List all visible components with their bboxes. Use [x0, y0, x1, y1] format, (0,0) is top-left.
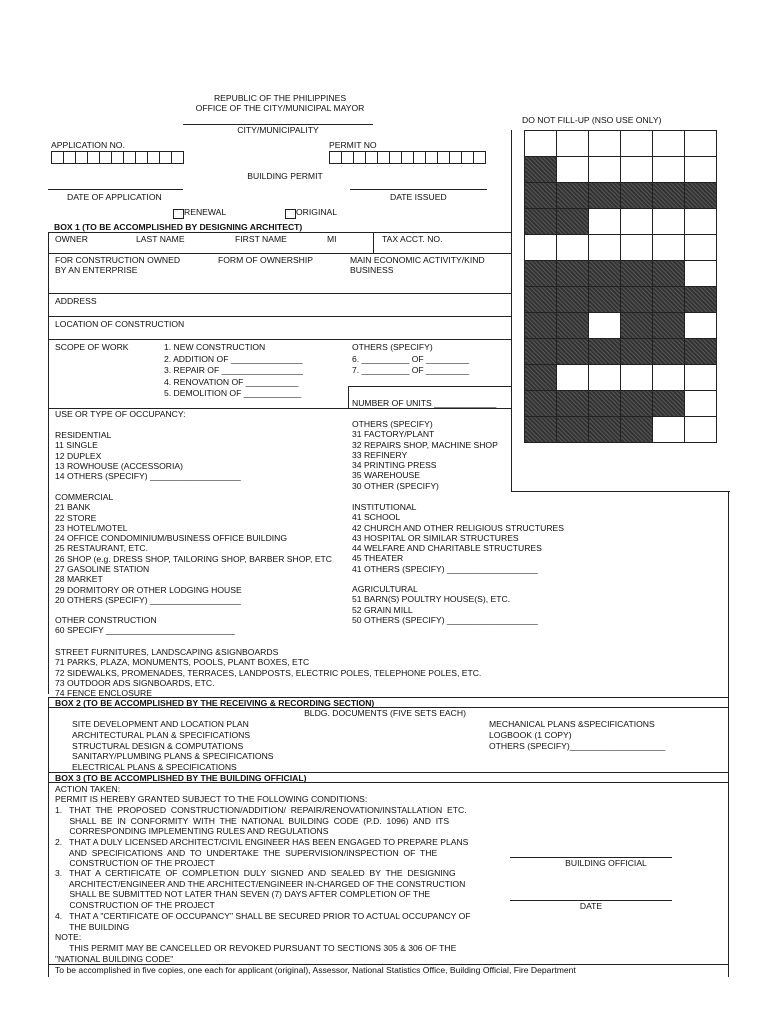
nso-cell-shaded — [589, 417, 621, 443]
nso-cell-shaded — [589, 339, 621, 365]
other-construction-list — [55, 615, 235, 636]
address-label: ADDRESS — [55, 296, 97, 306]
nso-cell — [653, 131, 685, 157]
number-of-units-label: NUMBER OF UNITS _____________ — [352, 398, 497, 408]
docs-heading: BLDG. DOCUMENTS (FIVE SETS EACH) — [304, 708, 466, 718]
doc-item: ELECTRICAL PLANS & SPECIFICATIONS — [72, 762, 237, 773]
scope-item: 3. REPAIR OF _________________ — [164, 365, 303, 375]
nso-cell-shaded — [653, 313, 685, 339]
institutional-heading: INSTITUTIONAL — [352, 502, 417, 512]
occupancy-item: 22 STORE — [55, 512, 97, 523]
occupancy-item: 41 SCHOOL — [352, 512, 401, 523]
country-title: REPUBLIC OF THE PHILIPPINES — [213, 93, 347, 103]
action-taken-label: ACTION TAKEN: — [55, 784, 121, 794]
occupancy-item: 52 GRAIN MILL — [352, 604, 413, 615]
date-issued-line — [350, 189, 487, 190]
residential-list — [55, 430, 241, 481]
box3-heading: BOX 3 (TO BE ACCOMPLISHED BY THE BUILDING OFFICIAL) — [55, 773, 307, 783]
tax-divider — [373, 232, 374, 254]
other-construction-heading: OTHER CONSTRUCTION — [55, 615, 157, 625]
nso-cell — [589, 209, 621, 235]
occupancy-item: 74 FENCE ENCLOSURE — [55, 688, 152, 699]
nso-cell — [621, 235, 653, 261]
occupancy-item: 43 HOSPITAL OR SIMILAR STRUCTURES — [352, 532, 519, 543]
occupancy-item: 13 ROWHOUSE (ACCESSORIA) — [55, 460, 183, 471]
units-divider — [511, 386, 512, 408]
nso-grid-row — [525, 235, 717, 261]
occupancy-item: 45 THEATER — [352, 553, 404, 564]
nso-cell-shaded — [621, 339, 653, 365]
nso-cell — [589, 157, 621, 183]
for-construction-label-2: BY AN ENTERPRISE — [55, 265, 138, 275]
occupancy-item: 14 OTHERS (SPECIFY) ___________________ — [55, 471, 241, 482]
condition-2: 2. THAT A DULY LICENSED ARCHITECT/CIVIL ENGINEER HAS BEEN ENGAGED TO PREPARE PLANS AND SPECIFICATIONS AND TO UNDERTAKE THE SUPERVISION/INSPECTION OF THE CONSTRUCTION OF THE PROJECT — [55, 837, 469, 869]
nso-cell — [557, 157, 589, 183]
first-name-label: FIRST NAME — [235, 234, 287, 244]
footer-note: To be accomplished in five copies, one each for applicant (original), Assessor, National Statistics Office, Building Official, Fire Department — [55, 965, 576, 975]
doc-item: SANITARY/PLUMBING PLANS & SPECIFICATIONS — [72, 751, 274, 762]
scope-item: 4. RENOVATION OF ___________ — [164, 376, 299, 387]
docs-left-list — [72, 719, 274, 773]
nso-cell-shaded — [653, 261, 685, 287]
nso-cell-shaded — [685, 287, 717, 313]
form-title: BUILDING PERMIT — [247, 171, 323, 181]
occupancy-item: 50 OTHERS (SPECIFY) ___________________ — [352, 614, 538, 625]
form-left-border — [48, 232, 49, 694]
nso-cell — [621, 365, 653, 391]
scope-list — [164, 342, 303, 400]
main-activity-label-1: MAIN ECONOMIC ACTIVITY/KIND — [350, 255, 485, 265]
nso-cell-shaded — [653, 287, 685, 313]
row-line-3 — [48, 316, 511, 317]
doc-item: ARCHITECTURAL PLAN & SPECIFICATIONS — [72, 729, 251, 740]
nso-cell — [525, 131, 557, 157]
nso-cell-shaded — [589, 391, 621, 417]
mi-label: MI — [327, 234, 337, 244]
nso-cell — [685, 261, 717, 287]
location-label: LOCATION OF CONSTRUCTION — [55, 319, 185, 329]
nso-cell-shaded — [557, 417, 589, 443]
units-left — [348, 386, 349, 408]
original-label: ORIGINAL — [296, 207, 338, 217]
permit-no-field[interactable] — [329, 151, 485, 164]
nso-grid-row — [525, 417, 717, 443]
nso-cell-shaded — [525, 391, 557, 417]
nso-cell-shaded — [653, 339, 685, 365]
nso-grid-row — [525, 391, 717, 417]
nso-cell-shaded — [525, 417, 557, 443]
nso-cell — [685, 157, 717, 183]
occupancy-heading: OTHERS (SPECIFY) — [352, 419, 433, 429]
units-top — [348, 386, 511, 387]
nso-cell-shaded — [621, 391, 653, 417]
occupancy-item: 33 REFINERY — [352, 449, 408, 460]
nso-cell — [589, 235, 621, 261]
occupancy-item: 30 OTHER (SPECIFY) — [352, 480, 439, 491]
occupancy-item: 11 SINGLE — [55, 440, 98, 451]
nso-grid-row — [525, 183, 717, 209]
nso-cell-shaded — [685, 339, 717, 365]
nso-cell — [653, 365, 685, 391]
occupancy-item: 35 WAREHOUSE — [352, 470, 420, 481]
nso-cell — [557, 131, 589, 157]
nso-cell — [685, 417, 717, 443]
renewal-checkbox[interactable] — [173, 209, 184, 219]
nso-cell-shaded — [557, 391, 589, 417]
nso-frame-left — [511, 130, 512, 492]
nso-cell-shaded — [557, 261, 589, 287]
street-list — [55, 647, 481, 698]
nso-cell — [685, 209, 717, 235]
nso-cell-shaded — [685, 183, 717, 209]
occupancy-item: 72 SIDEWALKS, PROMENADES, TERRACES, LANDPOSTS, ELECTRIC POLES, TELEPHONE POLES, ETC. — [55, 667, 482, 678]
nso-cell-shaded — [653, 183, 685, 209]
nso-cell — [621, 131, 653, 157]
nso-cell-shaded — [621, 287, 653, 313]
occupancy-item: 60 SPECIFY ___________________________ — [55, 625, 235, 636]
box1-heading: BOX 1 (TO BE ACCOMPLISHED BY DESIGNING ARCHITECT) — [54, 222, 303, 232]
nso-cell-shaded — [557, 287, 589, 313]
box3-heading-line — [48, 782, 728, 783]
doc-item: STRUCTURAL DESIGN & COMPUTATIONS — [72, 740, 244, 751]
nso-cell — [589, 313, 621, 339]
nso-cell — [685, 313, 717, 339]
agricultural-list — [352, 584, 538, 625]
occupancy-item: 24 OFFICE CONDOMINIUM/BUSINESS OFFICE BUILDING — [55, 533, 288, 544]
occupancy-item: 34 PRINTING PRESS — [352, 460, 437, 471]
nso-cell — [589, 131, 621, 157]
docs-right-list — [489, 719, 665, 751]
occupancy-item: 27 GASOLINE STATION — [55, 564, 150, 575]
nso-cell — [653, 235, 685, 261]
permit-granted-text: PERMIT IS HEREBY GRANTED SUBJECT TO THE FOLLOWING CONDITIONS: — [55, 794, 368, 804]
nso-cell-shaded — [525, 287, 557, 313]
others-item: 7. __________ OF _________ — [352, 365, 470, 375]
nso-cell-shaded — [589, 183, 621, 209]
nso-grid-row — [525, 339, 717, 365]
doc-item: LOGBOOK (1 COPY) — [489, 729, 572, 740]
nso-note: DO NOT FILL-UP (NSO USE ONLY) — [522, 115, 662, 125]
note-text: THIS PERMIT MAY BE CANCELLED OR REVOKED PURSUANT TO SECTIONS 305 & 306 OF THE "NATIONAL BUILDING CODE" — [55, 943, 457, 964]
nso-cell-shaded — [621, 183, 653, 209]
nso-grid-row — [525, 313, 717, 339]
nso-cell-shaded — [525, 339, 557, 365]
street-heading: STREET FURNITURES, LANDSCAPING &SIGNBOARDS — [55, 647, 279, 657]
nso-cell-shaded — [525, 157, 557, 183]
nso-cell — [685, 131, 717, 157]
occupancy-item: 29 DORMITORY OR OTHER LODGING HOUSE — [55, 584, 242, 595]
form-right-border — [728, 491, 729, 977]
doc-item: OTHERS (SPECIFY)____________________ — [489, 740, 666, 751]
occupancy-item: 41 OTHERS (SPECIFY) ___________________ — [352, 563, 538, 574]
main-activity-label-2: BUSINESS — [350, 265, 394, 275]
box2-heading: BOX 2 (TO BE ACCOMPLISHED BY THE RECEIVING & RECORDING SECTION) — [55, 698, 375, 708]
nso-cell — [685, 235, 717, 261]
building-official-label: BUILDING OFFICIAL — [565, 858, 647, 868]
city-label: CITY/MUNICIPALITY — [237, 125, 319, 135]
row-line-1 — [48, 253, 511, 254]
nso-cell — [557, 235, 589, 261]
nso-grid-row — [525, 131, 717, 157]
nso-cell-shaded — [621, 313, 653, 339]
nso-cell-shaded — [525, 365, 557, 391]
row-line-2 — [48, 293, 511, 294]
occupancy-item: 51 BARN(S) POULTRY HOUSE(S), ETC. — [352, 594, 511, 605]
institutional-list — [352, 502, 564, 574]
occupancy-item: 42 CHURCH AND OTHER RELIGIOUS STRUCTURES — [352, 522, 565, 533]
occupancy-item: 28 MARKET — [55, 574, 103, 585]
nso-cell — [653, 157, 685, 183]
owner-label: OWNER — [55, 234, 88, 244]
commercial-list — [55, 492, 332, 605]
occupancy-item: 21 BANK — [55, 502, 91, 513]
nso-cell-shaded — [557, 313, 589, 339]
application-no-field[interactable] — [51, 151, 183, 164]
occupancy-item: 71 PARKS, PLAZA, MONUMENTS, POOLS, PLANT BOXES, ETC — [55, 657, 310, 668]
nso-grid-row — [525, 209, 717, 235]
occupancy-item: 32 REPAIRS SHOP, MACHINE SHOP — [352, 439, 498, 450]
others-item: 6. __________ OF _________ — [352, 353, 470, 364]
nso-grid-row — [525, 261, 717, 287]
residential-heading: RESIDENTIAL — [55, 430, 112, 440]
scope-others — [352, 342, 469, 377]
occupancy-item: 44 WELFARE AND CHARITABLE STRUCTURES — [352, 543, 542, 554]
doc-item: SITE DEVELOPMENT AND LOCATION PLAN — [72, 719, 249, 729]
note-label: NOTE: — [55, 932, 82, 942]
nso-cell — [621, 209, 653, 235]
nso-cell-shaded — [525, 261, 557, 287]
nso-cell — [589, 365, 621, 391]
doc-item: MECHANICAL PLANS &SPECIFICATIONS — [489, 719, 655, 729]
nso-grid — [524, 130, 717, 443]
last-name-label: LAST NAME — [136, 234, 185, 244]
nso-cell-shaded — [525, 209, 557, 235]
application-no-label: APPLICATION NO. — [51, 140, 125, 150]
occupancy-item: 12 DUPLEX — [55, 450, 102, 461]
condition-3: 3. THAT A CERTIFICATE OF COMPLETION DULY SIGNED AND SEALED BY THE DESIGNING ARCHITECT/ENGINEER AND THE ARCHITECT/ENGINEER IN-CHARGED OF THE CONSTRUCTION SHALL BE SUBMITTED NOT LATER THAN SEVEN (7) DAYS AFTER COMPLETION OF THE CONSTRUCTION OF THE PROJECT — [55, 868, 466, 911]
renewal-label: RENEWAL — [184, 207, 227, 217]
form-left-border-lower — [48, 697, 49, 977]
row-line-4 — [48, 339, 511, 340]
permit-no-label: PERMIT NO — [329, 140, 377, 150]
nso-cell-shaded — [557, 183, 589, 209]
commercial-heading: COMMERCIAL — [55, 492, 114, 502]
date-application-line — [48, 189, 183, 190]
scope-item: 1. NEW CONSTRUCTION — [164, 342, 266, 352]
office-title: OFFICE OF THE CITY/MUNICIPAL MAYOR — [195, 103, 365, 113]
nso-cell — [557, 365, 589, 391]
nso-cell-shaded — [525, 183, 557, 209]
nso-grid-row — [525, 157, 717, 183]
condition-1: 1. THAT THE PROPOSED CONSTRUCTION/ADDITION/ REPAIR/RENOVATION/INSTALLATION ETC. SHALL BE IN CONFORMITY WITH THE NATIONAL BUILDING CODE (P.D. 1096) AND ITS CORRESPONDING IMPLEMENTING RULES AND REGULATIONS — [55, 805, 467, 837]
use-type-label: USE OR TYPE OF OCCUPANCY: — [55, 409, 186, 419]
agricultural-heading: AGRICULTURAL — [352, 584, 418, 594]
scope-item: 2. ADDITION OF _______________ — [164, 353, 303, 364]
occupancy-item: 25 RESTAURANT, ETC. — [55, 543, 148, 554]
occupancy-item: 20 OTHERS (SPECIFY) ___________________ — [55, 594, 241, 605]
for-construction-label-1: FOR CONSTRUCTION OWNED — [55, 255, 181, 265]
scope-of-work-label: SCOPE OF WORK — [55, 342, 129, 352]
nso-cell-shaded — [621, 261, 653, 287]
occupancy-item: 73 OUTDOOR ADS SIGNBOARDS, ETC. — [55, 677, 215, 688]
scope-item: 5. DEMOLITION OF ____________ — [164, 388, 302, 398]
occupancy-item: 31 FACTORY/PLANT — [352, 429, 435, 440]
nso-cell-shaded — [653, 391, 685, 417]
occupancy-item: 23 HOTEL/MOTEL — [55, 522, 128, 533]
box1-top-line — [48, 232, 511, 233]
date-label: DATE — [579, 901, 603, 911]
nso-cell-shaded — [621, 417, 653, 443]
form-of-ownership-label: FORM OF OWNERSHIP — [218, 255, 314, 265]
nso-frame-bottom — [511, 491, 730, 492]
nso-grid-row — [525, 365, 717, 391]
nso-cell — [653, 417, 685, 443]
nso-cell-shaded — [589, 287, 621, 313]
others-specify-label: OTHERS (SPECIFY) — [352, 342, 433, 352]
nso-cell-shaded — [557, 209, 589, 235]
date-of-application-label: DATE OF APPLICATION — [67, 192, 162, 202]
tax-acct-label: TAX ACCT. NO. — [382, 234, 443, 244]
nso-cell-shaded — [589, 261, 621, 287]
nso-cell-shaded — [525, 313, 557, 339]
nso-cell — [525, 235, 557, 261]
occupancy-item: 26 SHOP (e.g. DRESS SHOP, TAILORING SHOP, BARBER SHOP, ETC — [55, 553, 333, 564]
nso-cell — [685, 391, 717, 417]
nso-grid-row — [525, 287, 717, 313]
condition-4: 4. THAT A "CERTIFICATE OF OCCUPANCY" SHALL BE SECURED PRIOR TO ACTUAL OCCUPANCY OF THE BUILDING — [55, 911, 471, 932]
nso-cell-shaded — [557, 339, 589, 365]
nso-cell — [685, 365, 717, 391]
date-issued-label: DATE ISSUED — [390, 192, 447, 202]
nso-cell — [621, 157, 653, 183]
others-industrial-list — [352, 419, 498, 491]
nso-cell — [653, 209, 685, 235]
original-checkbox[interactable] — [285, 209, 296, 219]
